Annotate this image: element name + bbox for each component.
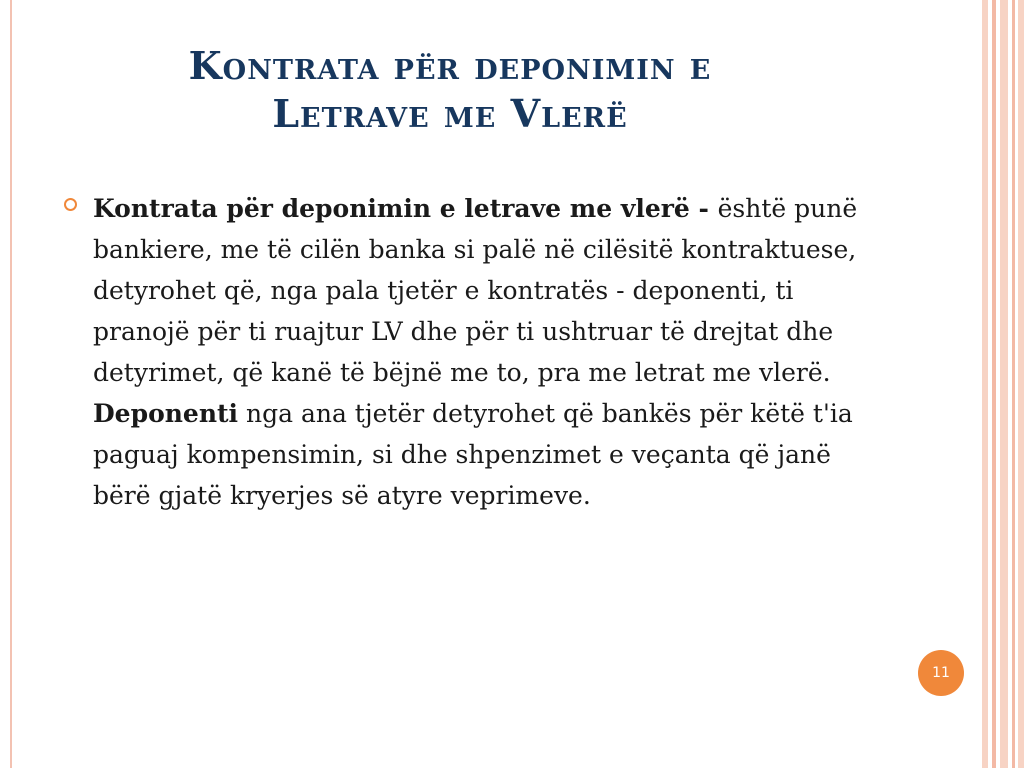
lead-term: Kontrata për deponimin e letrave me vlerë - [93,194,718,223]
circle-bullet-icon [64,198,77,211]
deponenti-term: Deponenti [93,399,239,428]
slide-title-line-2: Letrave me Vlerë [272,91,628,136]
slide-title-line-1: Kontrata për deponimin e [188,43,712,88]
paragraph-text-2: nga ana tjetër detyrohet që bankës për këtë t'ia paguaj kompensimin, si dhe shpenzimet e veçanta që janë bërë gjatë kryerjes së atyre veprimeve. [93,399,853,510]
right-decorative-stripes [982,0,1024,768]
bullet-paragraph [93,188,893,516]
stripe [982,0,988,768]
page-number: 11 [932,665,950,681]
stripe [1018,0,1024,768]
page-number-badge [918,650,964,696]
stripe [992,0,996,768]
paragraph-text-1: është punë bankiere, me të cilën banka si palë në cilësitë kontraktuese, detyrohet që, nga pala tjetër e kontratës - deponenti, ti pranojë për ti ruajtur LV dhe për ti ushtruar të drejtat dhe detyrimet, që kanë të bëjnë me to, pra me letrat me vlerë. [93,194,858,387]
slide-title [60,42,840,138]
left-border-line [10,0,12,768]
stripe [1000,0,1008,768]
stripe [1012,0,1015,768]
